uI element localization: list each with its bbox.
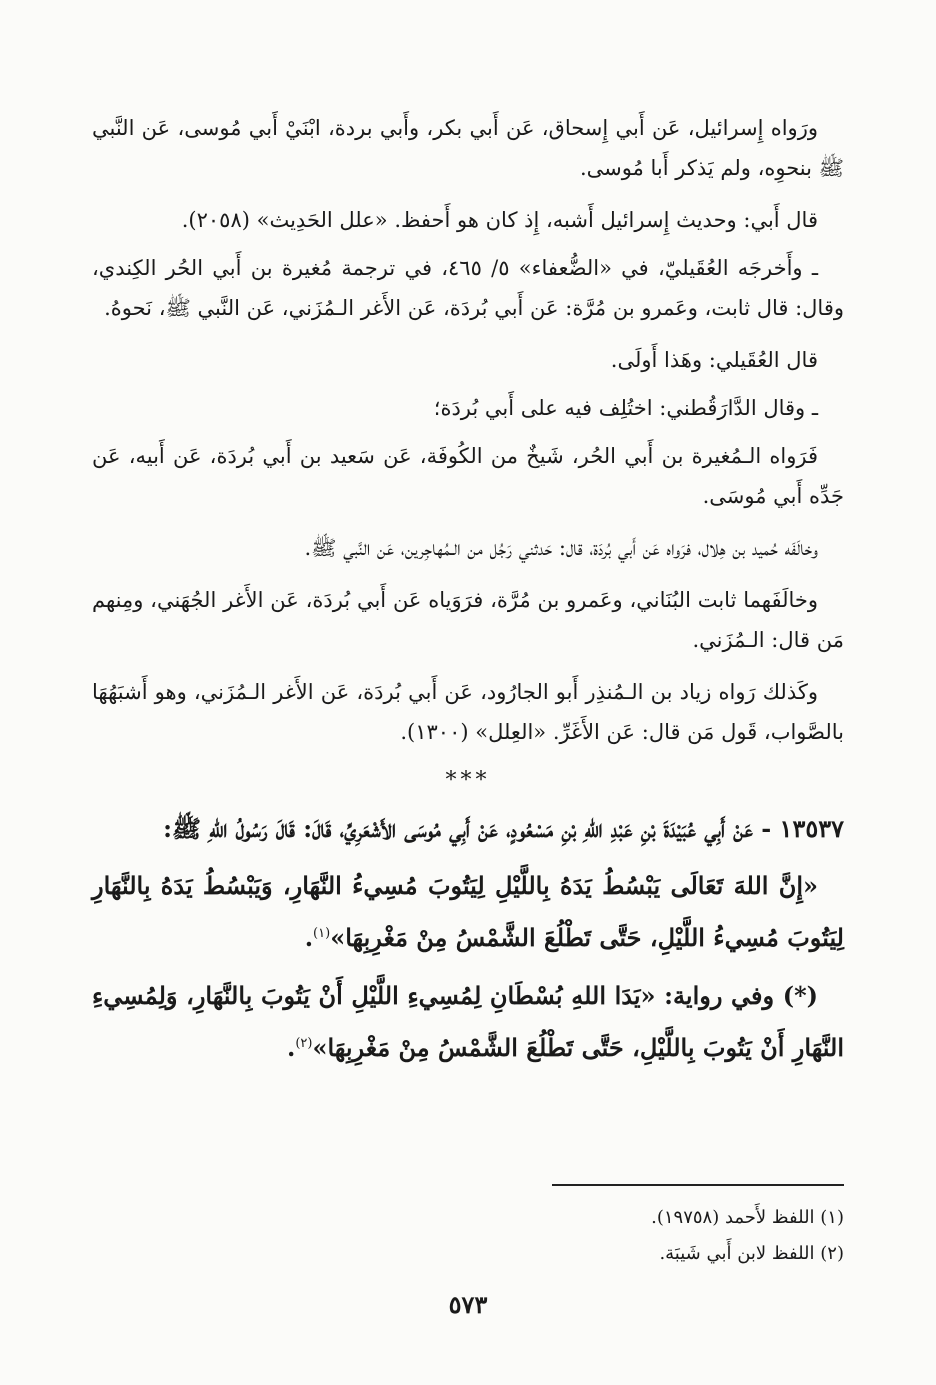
footnote-1: (١) اللفظ لأَحمد (١٩٧٥٨). xyxy=(651,1207,844,1228)
paragraph-uqayli-takhrij: ـ وأَخرجَه العُقَيليّ، في «الضُّعفاء» ٥/ ٤٦٥، في ترجمة مُغيرة بن أَبي الحُر الكِندي، وقال: قال ثابت، وعَمرو بن مُرَّة: عَن أَبي بُردَة، عَن الأَغر الـمُزَني، عَن النَّبي ﷺ، نَحوهُ. xyxy=(92,256,844,320)
page-number: ٥٧٣ xyxy=(448,1290,488,1319)
hadith-variant-body: (*) وفي رواية: «يَدَا اللهِ بُسْطَانِ لِمُسِيءِ اللَّيْلِ أَنْ يَتُوبَ بِالنَّهَارِ، وَلِمُسِيءِ النَّهَارِ أَنْ يَتُوبَ بِاللَّيْلِ، حَتَّى تَطْلُعَ الشَّمْسُ مِنْ مَغْرِبِهَا» xyxy=(92,981,844,1062)
paragraph-thabit-narration: وخالَفَهما ثابت البُنَاني، وعَمرو بن مُرَّة، فرَوَياه عَن أَبي بُردَة، عَن الأَغر الجُهَني، ومِنهم مَن قال: الـمُزَني. xyxy=(92,588,844,652)
page-body xyxy=(92,108,844,1082)
hadith-text-body: «إِنَّ اللهَ تَعَالَى يَبْسُطُ يَدَهُ بِاللَّيْلِ لِيَتُوبَ مُسِيءُ النَّهَارِ، وَيَبْسُطُ يَدَهُ بِالنَّهَارِ لِيَتُوبَ مُسِيءُ اللَّيْلِ، حَتَّى تَطْلُعَ الشَّمْسُ مِنْ مَغْرِبِهَا» xyxy=(92,871,844,952)
paragraph-abi-hatim-note: قال أَبي: وحديث إِسرائيل أَشبه، إِذ كان هو أَحفظ. «علل الحَدِيث» (٢٠٥٨). xyxy=(181,208,818,232)
footnote-ref-1: (١) xyxy=(313,926,331,941)
paragraph-ziyad-narration: وكَذلك رَواه زياد بن الـمُنذِر أَبو الجارُود، عَن أَبي بُردَة، عَن الأَغر الـمُزَني، وهو أَشبَهُهَا بالصَّواب، قَول مَن قال: عَن الأَغَرِّ. «العِلل» (١٣٠٠). xyxy=(92,680,844,744)
paragraph-daraqutni-intro: ـ وقال الدَّارَقُطني: اختُلِف فيه على أَبي بُردَة؛ xyxy=(433,396,818,420)
footnote-2: (٢) اللفظ لابن أَبي شَيبَة. xyxy=(659,1243,844,1264)
hadith-text: «إِنَّ اللهَ تَعَالَى يَبْسُطُ يَدَهُ بِاللَّيْلِ لِيَتُوبَ مُسِيءُ النَّهَارِ، وَيَبْسُطُ يَدَهُ بِالنَّهَارِ لِيَتُوبَ مُسِيءُ اللَّيْلِ، حَتَّى تَطْلُعَ الشَّمْسُ مِنْ مَغْرِبِهَا»$^{(١)}$. xyxy=(92,871,844,952)
footnotes xyxy=(92,1200,844,1272)
section-separator: *** xyxy=(445,768,491,793)
paragraph-humayd-narration: وخالَفَه حُميد بن هِلال، فرَواه عَن أَبي بُردَة، قال: حَدثني رَجُل من الـمُهاجِرين، عَن النَّبي ﷺ. xyxy=(304,536,818,560)
hadith-heading: ١٣٥٣٧ - عَنْ أَبِي عُبَيْدَةَ بْنِ عَبْدِ اللهِ بْنِ مَسْعُودٍ، عَنْ أَبِي مُوسَى الأَشْعَرِيِّ، قَالَ: قَالَ رَسُولُ اللهِ ﷺ: xyxy=(163,814,844,843)
footnote-divider xyxy=(552,1184,844,1186)
paragraph-israil-narration: ورَواه إِسرائيل، عَن أَبي إِسحاق، عَن أَبي بكر، وأَبي بردة، ابْنَيْ أَبي مُوسى، عَن النَّبي ﷺ بنحوِه، ولم يَذكر أَبا مُوسى. xyxy=(92,116,844,180)
paragraph-mughira-narration: فَرَواه الـمُغيرة بن أَبي الحُر، شَيخٌ من الكُوفَة، عَن سَعيد بن أَبي بُردَة، عَن أَبيه، عَن جَدِّه أَبي مُوسَى. xyxy=(92,444,844,508)
footnote-ref-2: (٢) xyxy=(295,1036,313,1051)
paragraph-uqayli-note: قال العُقَيلي: وهَذا أَولَى. xyxy=(610,348,818,372)
hadith-variant: (*) وفي رواية: «يَدَا اللهِ بُسْطَانِ لِمُسِيءِ اللَّيْلِ أَنْ يَتُوبَ بِالنَّهَارِ، وَلِمُسِيءِ النَّهَارِ أَنْ يَتُوبَ بِاللَّيْلِ، حَتَّى تَطْلُعَ الشَّمْسُ مِنْ مَغْرِبِهَا»$^{(٢)}$. xyxy=(92,981,844,1062)
